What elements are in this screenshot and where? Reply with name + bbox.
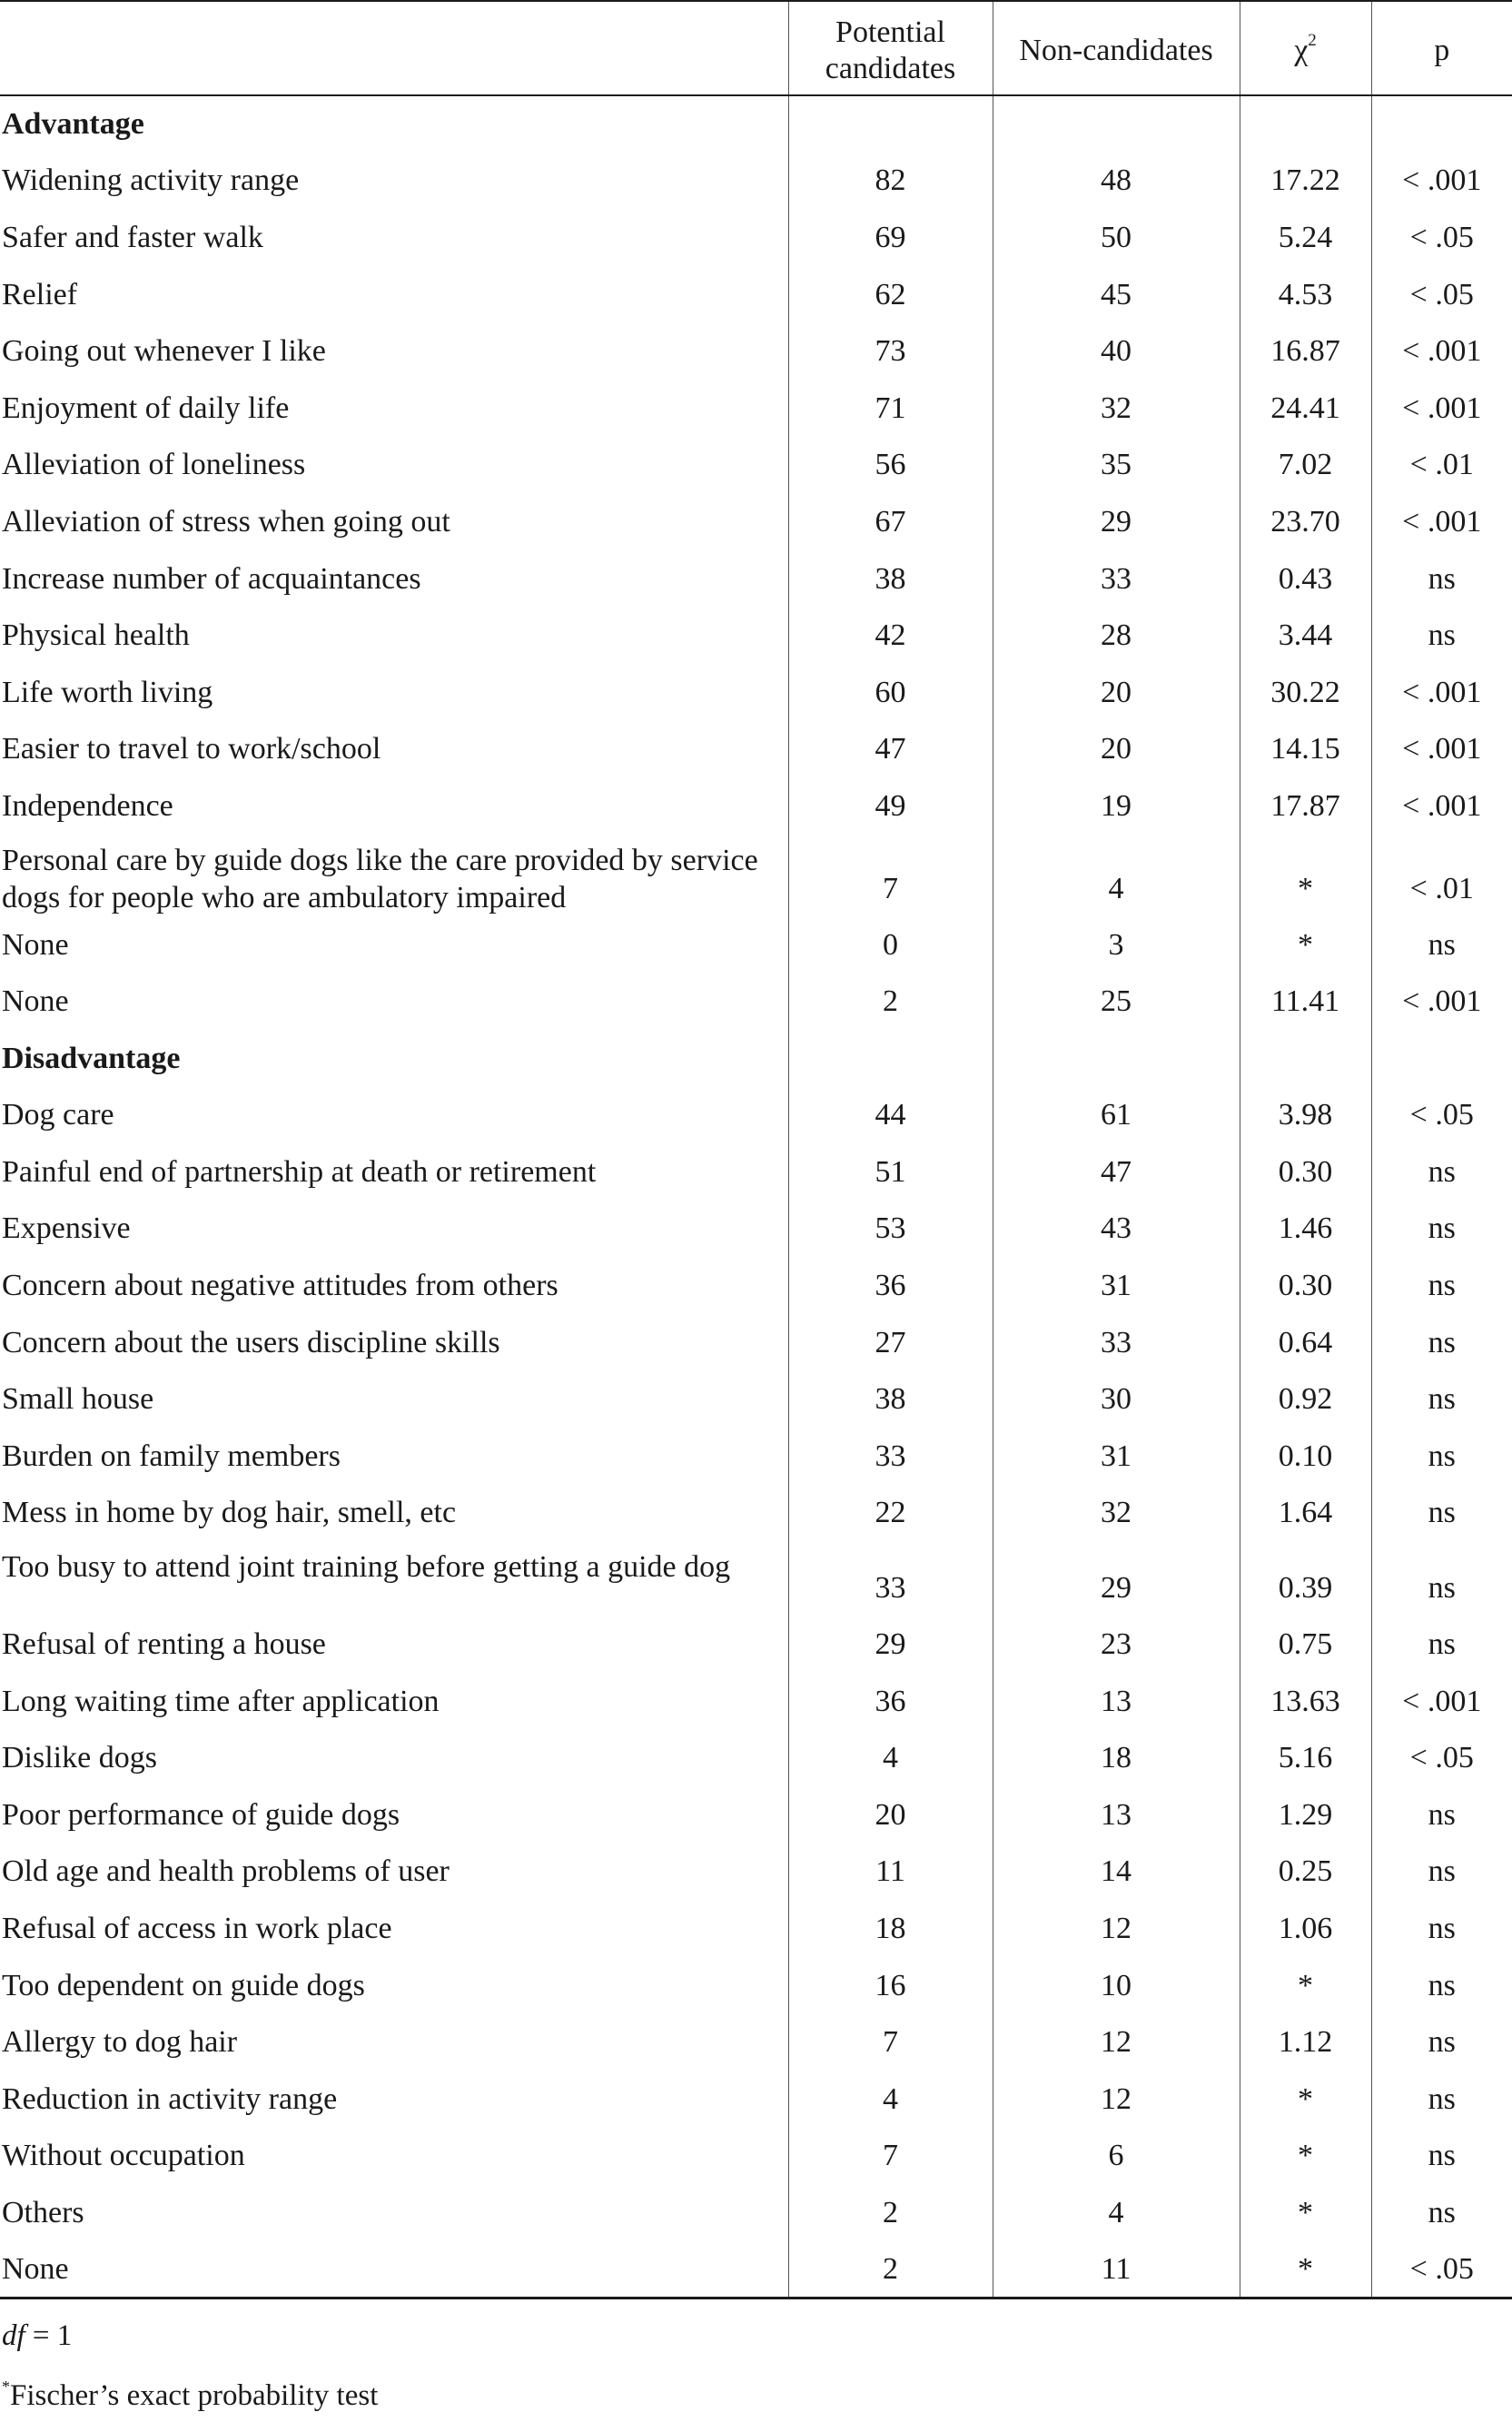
potential-value: 33 bbox=[788, 1541, 993, 1616]
table-row bbox=[0, 1616, 1512, 1673]
chi-square-value: 14.15 bbox=[1240, 721, 1371, 778]
non-candidate-value: 20 bbox=[993, 664, 1240, 721]
table-row bbox=[0, 437, 1512, 494]
non-candidate-value: 28 bbox=[993, 607, 1240, 664]
row-label: Expensive bbox=[2, 1211, 131, 1246]
chi-square-value: 7.02 bbox=[1240, 437, 1371, 494]
non-candidate-value: 35 bbox=[993, 437, 1240, 494]
table-row bbox=[0, 153, 1512, 210]
row-label: Easier to travel to work/school bbox=[2, 732, 381, 766]
p-value: < .05 bbox=[1371, 1729, 1512, 1786]
table-row bbox=[0, 1786, 1512, 1844]
table-row bbox=[0, 1428, 1512, 1485]
chi-square-value: 3.98 bbox=[1240, 1087, 1371, 1144]
row-label: Mess in home by dog hair, smell, etc bbox=[2, 1496, 457, 1530]
table-row bbox=[0, 209, 1512, 266]
p-value: ns bbox=[1371, 1786, 1512, 1844]
header-potential-candidates: Potential candidates bbox=[788, 1, 993, 95]
potential-value: 2 bbox=[788, 2241, 993, 2298]
section-row-disadvantage bbox=[0, 1030, 1512, 1087]
non-candidate-value: 13 bbox=[993, 1786, 1240, 1844]
row-label: Independence bbox=[2, 788, 173, 823]
p-value: < .05 bbox=[1371, 209, 1512, 266]
potential-value: 2 bbox=[788, 2184, 993, 2241]
p-value: ns bbox=[1371, 1541, 1512, 1616]
chi-square-value: 0.10 bbox=[1240, 1428, 1371, 1485]
chi-square-value: * bbox=[1240, 2184, 1371, 2241]
p-value: ns bbox=[1371, 1616, 1512, 1673]
chi-square-value: 16.87 bbox=[1240, 322, 1371, 380]
potential-value: 47 bbox=[788, 721, 993, 778]
p-value: ns bbox=[1371, 2128, 1512, 2185]
non-candidate-value: 12 bbox=[993, 2071, 1240, 2128]
non-candidate-value: 29 bbox=[993, 493, 1240, 550]
table-row bbox=[0, 973, 1512, 1030]
df-note bbox=[2, 2318, 378, 2363]
row-label: Safer and faster walk bbox=[2, 220, 263, 254]
potential-value: 33 bbox=[788, 1428, 993, 1485]
p-value: ns bbox=[1371, 1428, 1512, 1485]
table-footnotes bbox=[2, 2318, 378, 2414]
header-non-candidates: Non-candidates bbox=[993, 1, 1240, 95]
row-label: None bbox=[2, 927, 69, 962]
chi-square-value: 30.22 bbox=[1240, 664, 1371, 721]
p-value: < .001 bbox=[1371, 664, 1512, 721]
section-title-disadvantage: Disadvantage bbox=[2, 1041, 181, 1075]
potential-value: 67 bbox=[788, 493, 993, 550]
p-value: < .05 bbox=[1371, 266, 1512, 323]
potential-value: 18 bbox=[788, 1900, 993, 1957]
p-value: < .01 bbox=[1371, 835, 1512, 916]
table-body bbox=[0, 95, 1512, 2298]
table-row bbox=[0, 266, 1512, 323]
row-label: Others bbox=[2, 2195, 84, 2229]
chi-square-value: 13.63 bbox=[1240, 1673, 1371, 1730]
potential-value: 82 bbox=[788, 153, 993, 210]
row-label: Dog care bbox=[2, 1098, 114, 1132]
row-label: None bbox=[2, 984, 69, 1019]
potential-value: 53 bbox=[788, 1201, 993, 1258]
p-value: ns bbox=[1371, 916, 1512, 974]
chi-square-value: 1.06 bbox=[1240, 1900, 1371, 1957]
non-candidate-value: 32 bbox=[993, 1485, 1240, 1542]
potential-value: 73 bbox=[788, 322, 993, 380]
row-label: Burden on family members bbox=[2, 1438, 341, 1473]
non-candidate-value: 47 bbox=[993, 1143, 1240, 1201]
chi-square-value: 1.46 bbox=[1240, 1201, 1371, 1258]
chi-square-value: * bbox=[1240, 2071, 1371, 2128]
p-value: < .001 bbox=[1371, 380, 1512, 437]
table-row bbox=[0, 1900, 1512, 1957]
potential-value: 38 bbox=[788, 1370, 993, 1428]
potential-value: 42 bbox=[788, 607, 993, 664]
non-candidate-value: 48 bbox=[993, 153, 1240, 210]
p-value: ns bbox=[1371, 1844, 1512, 1901]
p-value: ns bbox=[1371, 1257, 1512, 1314]
table-row bbox=[0, 2241, 1512, 2298]
p-value: < .01 bbox=[1371, 437, 1512, 494]
row-label: Physical health bbox=[2, 618, 190, 653]
table-row bbox=[0, 1485, 1512, 1542]
chi-square-value: 0.64 bbox=[1240, 1314, 1371, 1371]
potential-value: 29 bbox=[788, 1616, 993, 1673]
p-value: < .05 bbox=[1371, 2241, 1512, 2298]
chi-square-value: 0.92 bbox=[1240, 1370, 1371, 1428]
row-label: Old age and health problems of user bbox=[2, 1854, 450, 1889]
p-value: < .001 bbox=[1371, 777, 1512, 835]
p-value: < .001 bbox=[1371, 153, 1512, 210]
chi-square-value: 3.44 bbox=[1240, 607, 1371, 664]
row-label: Reduction in activity range bbox=[2, 2081, 338, 2116]
chi-square-value: 0.30 bbox=[1240, 1143, 1371, 1201]
p-value: ns bbox=[1371, 1485, 1512, 1542]
fischer-text: Fischer’s exact probability test bbox=[10, 2379, 379, 2412]
p-value: < .001 bbox=[1371, 1673, 1512, 1730]
p-value: ns bbox=[1371, 2184, 1512, 2241]
chi-square-value: * bbox=[1240, 1957, 1371, 2014]
row-label: Alleviation of stress when going out bbox=[2, 504, 450, 539]
chi-square-value: * bbox=[1240, 835, 1371, 916]
table-row bbox=[0, 322, 1512, 380]
fischer-note bbox=[2, 2378, 378, 2414]
chi-square-value: 17.87 bbox=[1240, 777, 1371, 835]
row-label: Life worth living bbox=[2, 675, 213, 709]
header-row bbox=[0, 1, 1512, 95]
header-p-value: p bbox=[1371, 1, 1512, 95]
p-value: < .05 bbox=[1371, 1087, 1512, 1144]
chi-square-value: 0.30 bbox=[1240, 1257, 1371, 1314]
non-candidate-value: 50 bbox=[993, 209, 1240, 266]
chi-square-value: 0.39 bbox=[1240, 1541, 1371, 1616]
chi-square-value: 5.24 bbox=[1240, 209, 1371, 266]
chi-square-value: 17.22 bbox=[1240, 153, 1371, 210]
non-candidate-value: 31 bbox=[993, 1257, 1240, 1314]
non-candidate-value: 18 bbox=[993, 1729, 1240, 1786]
table-row bbox=[0, 916, 1512, 974]
table-row bbox=[0, 1844, 1512, 1901]
row-label: Concern about negative attitudes from others bbox=[2, 1269, 558, 1303]
table-row bbox=[0, 2013, 1512, 2071]
row-label: None bbox=[0, 2241, 788, 2298]
row-label: Dislike dogs bbox=[2, 1741, 157, 1775]
chi-square-value: 0.43 bbox=[1240, 550, 1371, 608]
non-candidate-value: 11 bbox=[993, 2241, 1240, 2298]
table-row bbox=[0, 1541, 1512, 1616]
non-candidate-value: 32 bbox=[993, 380, 1240, 437]
p-value: ns bbox=[1371, 2071, 1512, 2128]
non-candidate-value: 3 bbox=[993, 916, 1240, 974]
potential-value: 62 bbox=[788, 266, 993, 323]
table-row bbox=[0, 493, 1512, 550]
row-label: Too busy to attend joint training before getting a guide dog bbox=[2, 1550, 731, 1585]
potential-value: 4 bbox=[788, 1729, 993, 1786]
p-value: < .001 bbox=[1371, 493, 1512, 550]
p-value: ns bbox=[1371, 550, 1512, 608]
potential-value: 60 bbox=[788, 664, 993, 721]
potential-value: 49 bbox=[788, 777, 993, 835]
chi-square-value: * bbox=[1240, 916, 1371, 974]
table-row bbox=[0, 2128, 1512, 2185]
p-value: ns bbox=[1371, 1314, 1512, 1371]
p-value: ns bbox=[1371, 1900, 1512, 1957]
header-label-cell bbox=[0, 1, 788, 95]
section-row-advantage bbox=[0, 95, 1512, 153]
potential-value: 20 bbox=[788, 1786, 993, 1844]
chi-square-value: * bbox=[1240, 2128, 1371, 2185]
potential-value: 2 bbox=[788, 973, 993, 1030]
potential-value: 16 bbox=[788, 1957, 993, 2014]
non-candidate-value: 4 bbox=[993, 2184, 1240, 2241]
potential-value: 51 bbox=[788, 1143, 993, 1201]
table-row bbox=[0, 664, 1512, 721]
chi-square-value: 23.70 bbox=[1240, 493, 1371, 550]
chi-superscript: 2 bbox=[1308, 31, 1317, 50]
table-row bbox=[0, 1314, 1512, 1371]
chi-square-value: 1.12 bbox=[1240, 2013, 1371, 2071]
potential-value: 38 bbox=[788, 550, 993, 608]
df-italic: df bbox=[2, 2319, 25, 2352]
non-candidate-value: 43 bbox=[993, 1201, 1240, 1258]
row-label: Small house bbox=[2, 1382, 154, 1417]
table-row bbox=[0, 1370, 1512, 1428]
table-row bbox=[0, 380, 1512, 437]
table-row bbox=[0, 1087, 1512, 1144]
potential-value: 27 bbox=[788, 1314, 993, 1371]
potential-value: 36 bbox=[788, 1257, 993, 1314]
section-title-advantage: Advantage bbox=[2, 107, 144, 142]
row-label: Poor performance of guide dogs bbox=[2, 1797, 400, 1832]
chi-square-value: 5.16 bbox=[1240, 1729, 1371, 1786]
row-label: Allergy to dog hair bbox=[2, 2025, 238, 2060]
table-row bbox=[0, 721, 1512, 778]
header-chi-square bbox=[1240, 1, 1371, 95]
row-label: Painful end of partnership at death or retirement bbox=[2, 1154, 597, 1189]
chi-square-value: 1.64 bbox=[1240, 1485, 1371, 1542]
p-value: ns bbox=[1371, 1957, 1512, 2014]
table-row bbox=[0, 777, 1512, 835]
potential-value: 11 bbox=[788, 1844, 993, 1901]
chi-symbol: χ bbox=[1294, 34, 1309, 67]
table-row bbox=[0, 2184, 1512, 2241]
non-candidate-value: 6 bbox=[993, 2128, 1240, 2185]
row-label: Concern about the users discipline skills bbox=[2, 1325, 500, 1359]
table-row bbox=[0, 1143, 1512, 1201]
p-value: ns bbox=[1371, 2013, 1512, 2071]
non-candidate-value: 14 bbox=[993, 1844, 1240, 1901]
non-candidate-value: 40 bbox=[993, 322, 1240, 380]
row-label: Alleviation of loneliness bbox=[2, 448, 306, 482]
table-row bbox=[0, 550, 1512, 608]
non-candidate-value: 20 bbox=[993, 721, 1240, 778]
table-row bbox=[0, 1957, 1512, 2014]
potential-value: 0 bbox=[788, 916, 993, 974]
table-row bbox=[0, 1257, 1512, 1314]
non-candidate-value: 61 bbox=[993, 1087, 1240, 1144]
row-label: Without occupation bbox=[2, 2139, 245, 2173]
row-label: Too dependent on guide dogs bbox=[2, 1968, 365, 2002]
row-label: Refusal of renting a house bbox=[2, 1627, 326, 1662]
non-candidate-value: 12 bbox=[993, 2013, 1240, 2071]
potential-value: 22 bbox=[788, 1485, 993, 1542]
non-candidate-value: 45 bbox=[993, 266, 1240, 323]
table-row bbox=[0, 2071, 1512, 2128]
row-label: Enjoyment of daily life bbox=[2, 390, 290, 425]
potential-value: 69 bbox=[788, 209, 993, 266]
potential-value: 56 bbox=[788, 437, 993, 494]
non-candidate-value: 12 bbox=[993, 1900, 1240, 1957]
non-candidate-value: 31 bbox=[993, 1428, 1240, 1485]
chi-square-value: 1.29 bbox=[1240, 1786, 1371, 1844]
table-row bbox=[0, 835, 1512, 916]
table-row bbox=[0, 607, 1512, 664]
chi-square-value: 0.75 bbox=[1240, 1616, 1371, 1673]
non-candidate-value: 33 bbox=[993, 550, 1240, 608]
table-row bbox=[0, 1201, 1512, 1258]
non-candidate-value: 33 bbox=[993, 1314, 1240, 1371]
p-value: < .001 bbox=[1371, 973, 1512, 1030]
row-label: Going out whenever I like bbox=[2, 334, 326, 369]
row-label: Relief bbox=[2, 277, 78, 311]
non-candidate-value: 13 bbox=[993, 1673, 1240, 1730]
non-candidate-value: 30 bbox=[993, 1370, 1240, 1428]
df-value: = 1 bbox=[25, 2319, 73, 2352]
potential-value: 36 bbox=[788, 1673, 993, 1730]
non-candidate-value: 19 bbox=[993, 777, 1240, 835]
p-value: ns bbox=[1371, 1370, 1512, 1428]
table-row bbox=[0, 1673, 1512, 1730]
non-candidate-value: 25 bbox=[993, 973, 1240, 1030]
p-value: < .001 bbox=[1371, 322, 1512, 380]
p-value: ns bbox=[1371, 1201, 1512, 1258]
non-candidate-value: 4 bbox=[993, 835, 1240, 916]
non-candidate-value: 23 bbox=[993, 1616, 1240, 1673]
row-label: Long waiting time after application bbox=[2, 1684, 440, 1718]
potential-value: 7 bbox=[788, 2128, 993, 2185]
row-label: Widening activity range bbox=[2, 163, 300, 198]
potential-value: 71 bbox=[788, 380, 993, 437]
non-candidate-value: 10 bbox=[993, 1957, 1240, 2014]
row-label: Personal care by guide dogs like the care provided by service dogs for people who are ambulatory impaired bbox=[2, 843, 758, 914]
potential-value: 7 bbox=[788, 2013, 993, 2071]
non-candidate-value: 29 bbox=[993, 1541, 1240, 1616]
potential-value: 4 bbox=[788, 2071, 993, 2128]
row-label: Increase number of acquaintances bbox=[2, 561, 421, 596]
table-row bbox=[0, 1729, 1512, 1786]
chi-square-value: 24.41 bbox=[1240, 380, 1371, 437]
row-label: Refusal of access in work place bbox=[2, 1912, 392, 1946]
p-value: ns bbox=[1371, 607, 1512, 664]
potential-value: 7 bbox=[788, 835, 993, 916]
p-value: < .001 bbox=[1371, 721, 1512, 778]
chi-square-value: 4.53 bbox=[1240, 266, 1371, 323]
fischer-marker: * bbox=[2, 2378, 10, 2396]
chi-square-value: 0.25 bbox=[1240, 1844, 1371, 1901]
potential-value: 44 bbox=[788, 1087, 993, 1144]
p-value: ns bbox=[1371, 1143, 1512, 1201]
chi-square-value: 11.41 bbox=[1240, 973, 1371, 1030]
chi-square-value: * bbox=[1240, 2241, 1371, 2298]
